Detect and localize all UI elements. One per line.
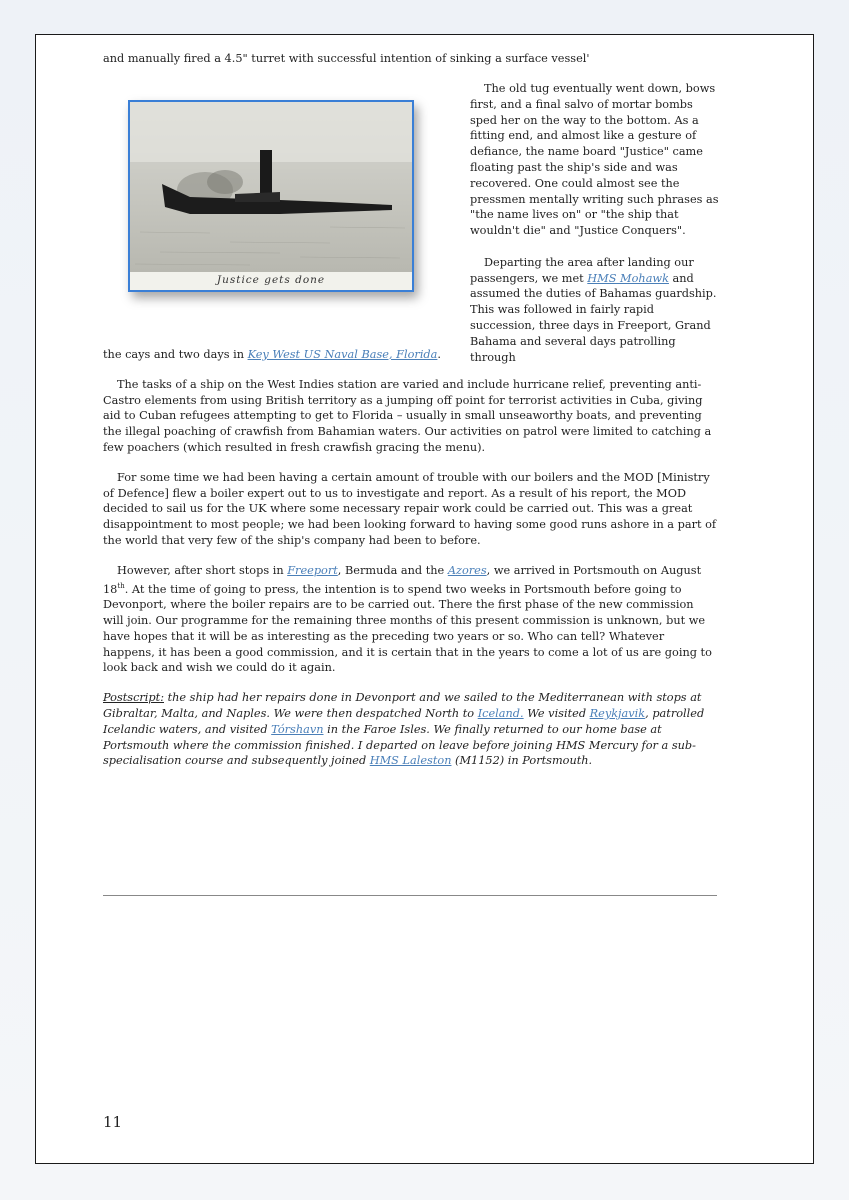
paragraph-however: However, after short stops in Freeport, Bermuda and the Azores, we arrived in Portsmouth on August 18th. At the time of going to press, the intention is to spend two weeks in Portsmouth before going to Devonport, where the boiler repairs are to be carried out. There the first phase of the new commission will join. Our programme for the remaining three months of this present commission is unknown, but we have hopes that it will be as interesting as the preceding two years or so. Who can tell? Whatever happens, it has been a good commission, and it is certain that in the years to come a lot of us are going to look back and wish we could do it again. [103,563,712,675]
body-text [103,347,717,769]
top-line: and manually fired a 4.5" turret with successful intention of sinking a surface vessel' [103,52,590,65]
link-iceland[interactable]: Iceland. [477,706,524,720]
link-key-west[interactable]: Key West US Naval Base, Florida [247,348,438,361]
paragraph-tug: The old tug eventually went down, bows first, and a final salvo of mortar bombs sped her on the way to the bottom. As a fitting end, and almost like a gesture of defiance, the name board "Justice" came floating past the ship's side and was recovered. One could almost see the pressmen mentally writing such phrases as "the name lives on" or "the ship that wouldn't die" and "Justice Conquers". [470,82,719,238]
cays-line: the cays and two days in Key West US Naval Base, Florida. [103,348,441,361]
horizontal-rule [103,895,717,896]
paragraph-postscript: Postscript: the ship had her repairs done in Devonport and we sailed to the Mediterranean with stops at Gibraltar, Malta, and Naples. We were then despatched North to Iceland. We visited Reykjavik, patrolled Icelandic waters, and visited Tórshavn in the Faroe Isles. We finally returned to our home base at Portsmouth where the commission finished. I departed on leave before joining HMS Mercury for a sub-specialisation course and subsequently joined HMS Laleston (M1152) in Portsmouth. [103,691,705,768]
photo-caption: Justice gets done [216,274,326,286]
link-azores[interactable]: Azores [447,563,487,577]
right-column [470,81,722,365]
paragraph-tasks: The tasks of a ship on the West Indies station are varied and include hurricane relief, preventing anti-Castro elements from using British territory as a jumping off point for terrorist activities in Cuba, giving aid to Cuban refugees attempting to get to Florida – usually in small unseaworthy boats, and preventing the illegal poaching of crawfish from Bahamian waters. Our activities on patrol were limited to catching a few poachers (which resulted in fresh crawfish gracing the menu). [103,377,712,454]
link-hms-mohawk[interactable]: HMS Mohawk [587,271,669,285]
link-reykjavik[interactable]: Reykjavik [589,706,646,720]
link-hms-laleston[interactable]: HMS Laleston [369,754,452,768]
link-freeport[interactable]: Freeport [287,563,338,577]
page-number: 11 [103,1113,123,1131]
paragraph-departing: Departing the area after landing our passengers, we met HMS Mohawk and assumed the duties of Bahamas guardship. This was followed in fairly rapid succession, three days in Freeport, Grand Bahama and several days patrolling through [470,255,717,364]
postscript-heading: Postscript: [103,691,164,705]
link-torshavn[interactable]: Tórshavn [271,722,324,736]
sinking-tug-image [130,102,412,290]
paragraph-boilers: For some time we had been having a certain amount of trouble with our boilers and the MOD [Ministry of Defence] flew a boiler expert out to us to investigate and report. As a result of his report, the MOD decided to sail us for the UK where some necessary repair work could be carried out. This was a great disappointment to most people; we had been looking forward to having some good runs ashore in a part of the world that very few of the ship's company had been to before. [103,470,717,547]
photo-justice-sinking [128,100,414,292]
